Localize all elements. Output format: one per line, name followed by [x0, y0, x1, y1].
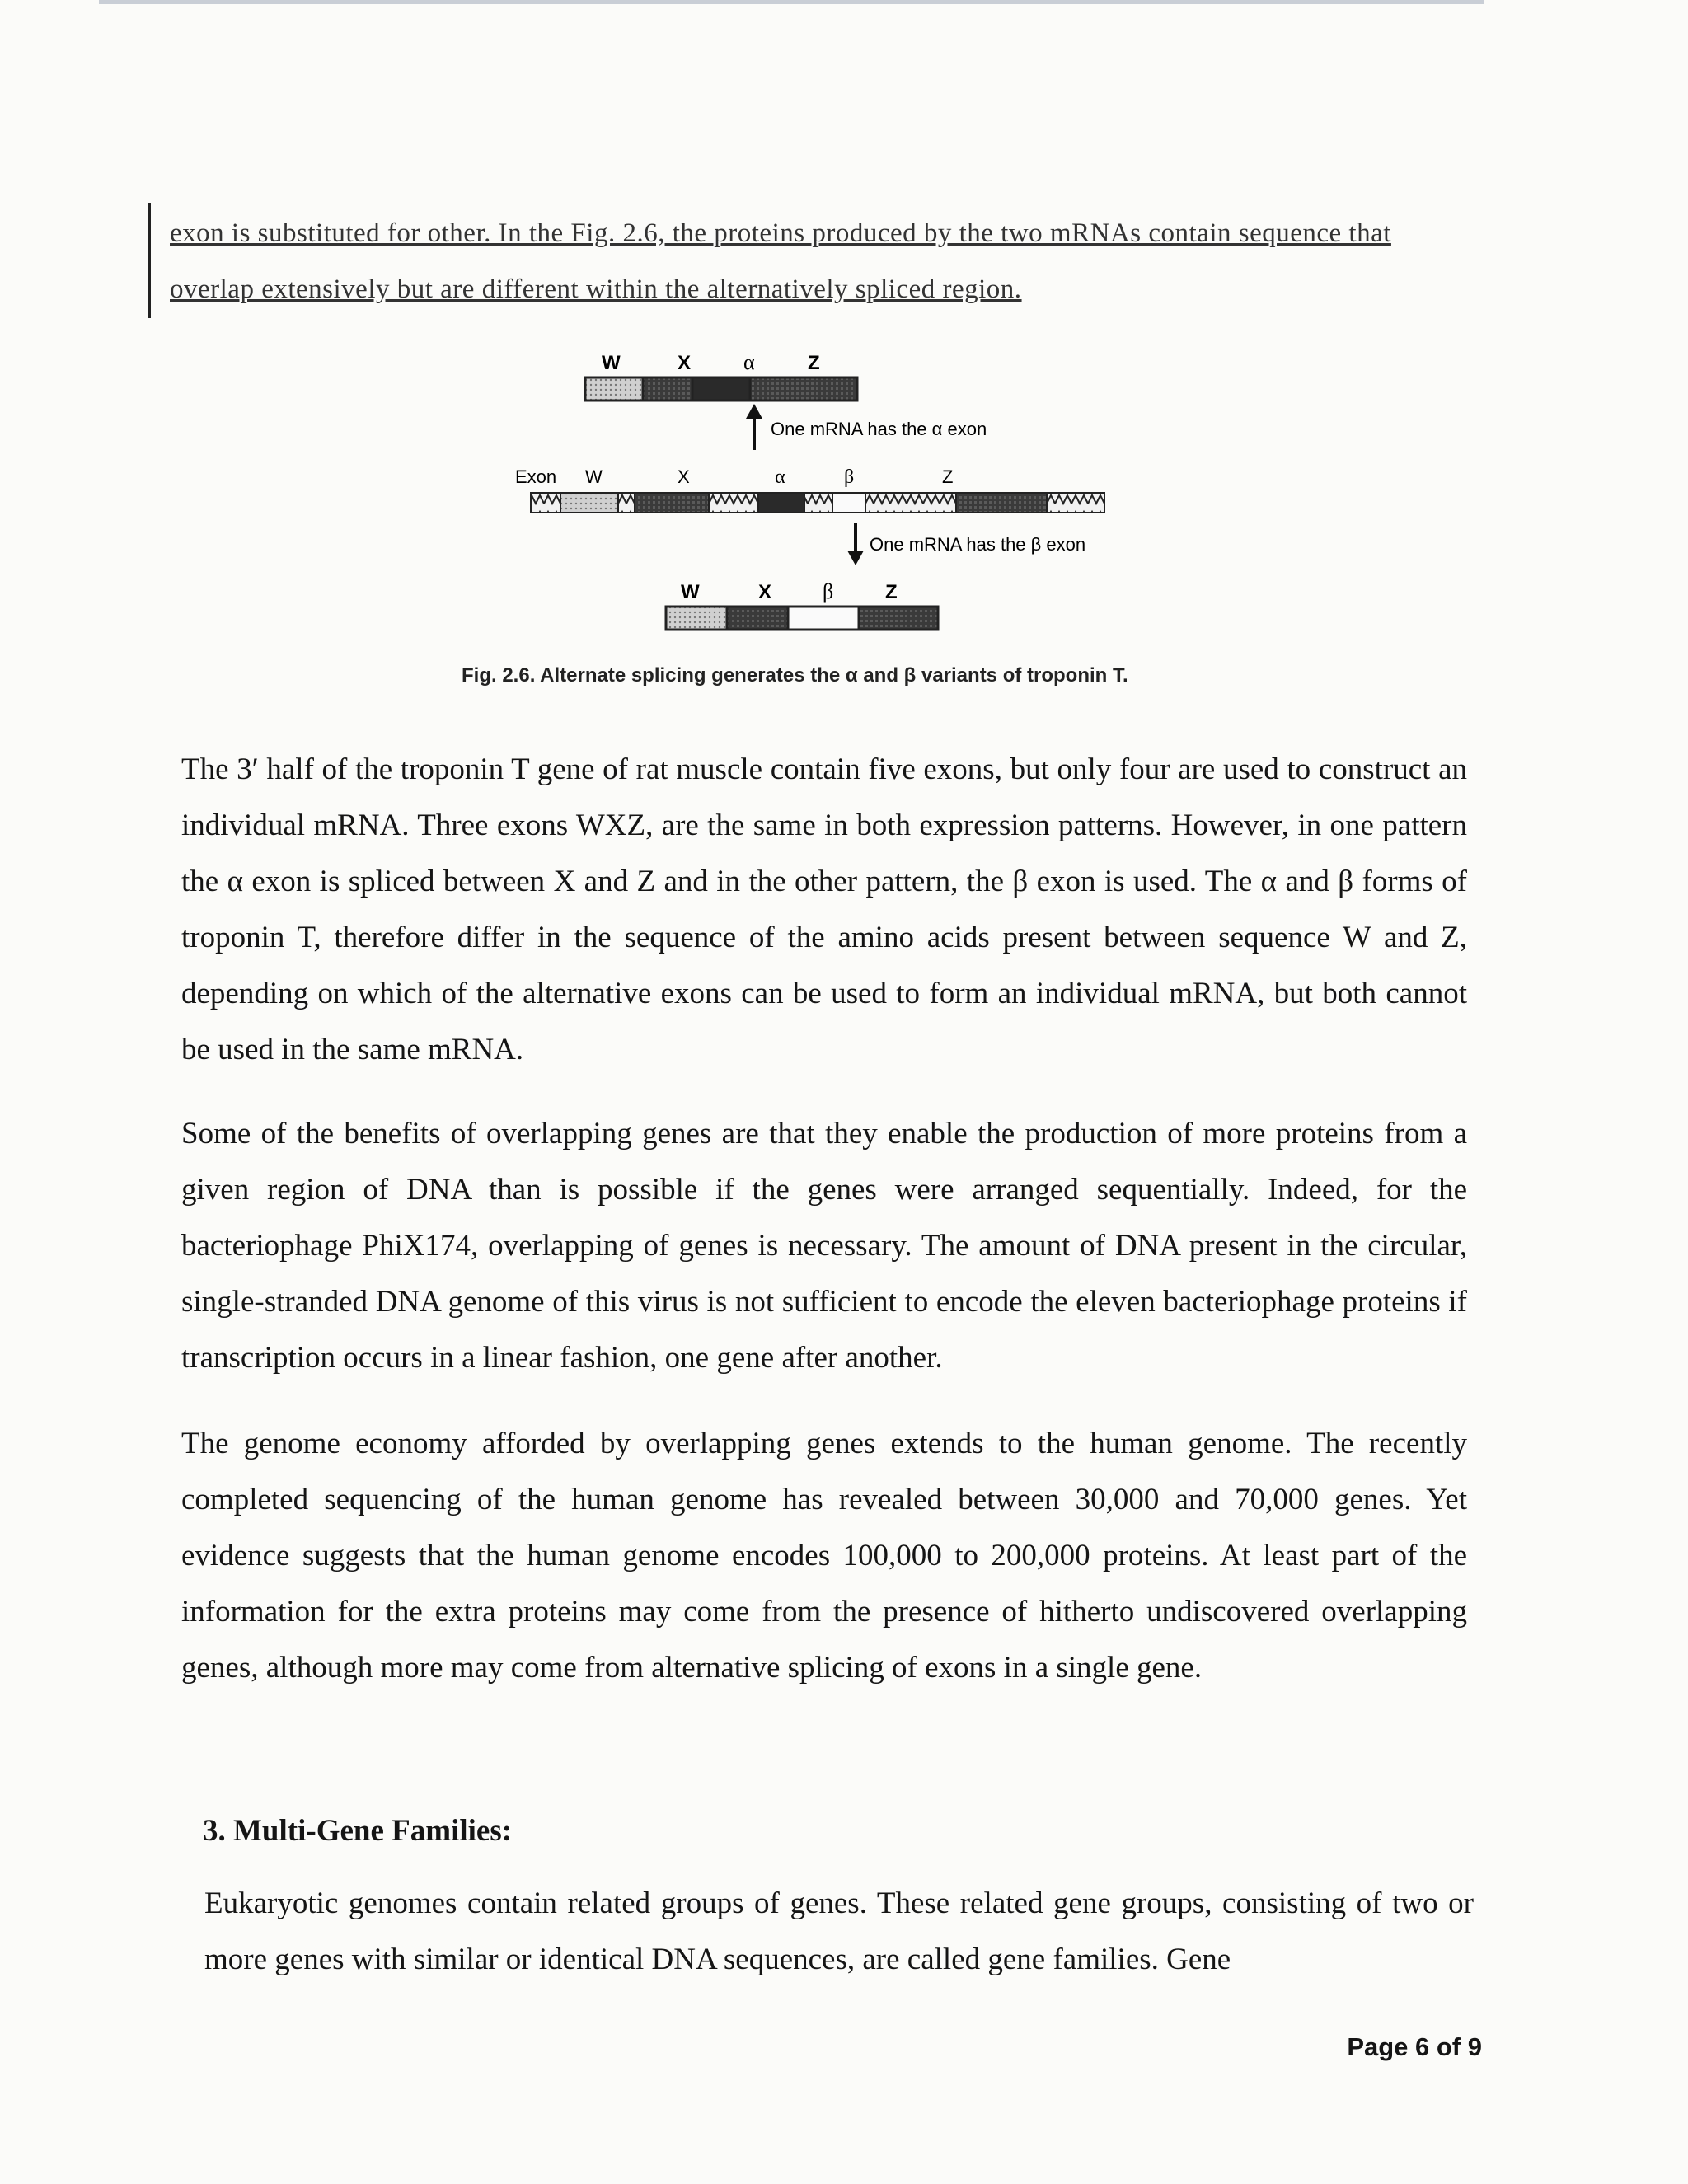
middle-label-beta: β: [844, 466, 855, 488]
splicing-figure: [495, 343, 1236, 705]
gene-with-alternate-exons: [531, 493, 1104, 513]
mrna-alpha-variant: [585, 377, 857, 401]
paragraph-benefits: Some of the benefits of overlapping genes are that they enable the production of more proteins from a given region of DNA than is possible if the genes were arranged sequentially. Indeed, for the bacteriophage PhiX174, overlapping of genes is necessary. The amount of DNA present in the circular, single-stranded DNA genome of this virus is not sufficient to encode the eleven bacteriophage proteins if transcription occurs in a linear fashion, one gene after another.: [181, 1117, 1467, 1375]
top-label-x: X: [678, 352, 692, 374]
arrow-down-label: One mRNA has the β exon: [870, 534, 1086, 555]
top-label-w: W: [602, 352, 621, 374]
middle-label-x: X: [678, 466, 690, 487]
mrna-beta-variant: [666, 607, 938, 630]
middle-label-z: Z: [942, 466, 954, 487]
arrow-up-label: One mRNA has the α exon: [771, 419, 987, 439]
bottom-label-w: W: [681, 581, 700, 603]
arrow-up-icon: [746, 404, 762, 450]
bottom-label-z: Z: [885, 581, 898, 603]
scan-edge-line: [99, 0, 1484, 4]
middle-label-alpha: α: [775, 466, 785, 488]
bottom-label-x: X: [758, 581, 772, 603]
paragraph-genome-economy: The genome economy afforded by overlapping genes extends to the human genome. The recently completed sequencing of the human genome has revealed between 30,000 and 70,000 genes. Yet evidence suggests that the human genome encodes 100,000 to 200,000 proteins. At least part of the information for the extra proteins may come from the presence of hitherto undiscovered overlapping genes, although more may come from alternative splicing of exons in a single gene.: [181, 1427, 1467, 1685]
section-heading: 3. Multi-Gene Families:: [203, 1814, 513, 1848]
exon-label: Exon: [515, 466, 557, 487]
top-paragraph: exon is substituted for other. In the Fig. 2.6, the proteins produced by the two mRNAs contain sequence that overlap extensively but are different within the alternatively spliced region.: [170, 218, 1391, 304]
margin-revision-bar: [148, 203, 151, 318]
figure-caption: Fig. 2.6. Alternate splicing generates the α and β variants of troponin T.: [462, 664, 1128, 687]
bottom-label-beta: β: [823, 579, 834, 603]
middle-label-w: W: [585, 466, 603, 487]
top-label-alpha: α: [743, 350, 755, 374]
paragraph-troponin: The 3′ half of the troponin T gene of rat muscle contain five exons, but only four are used to construct an individual mRNA. Three exons WXZ, are the same in both expression patterns. However, in one pattern the α exon is spliced between X and Z and in the other pattern, the β exon is used. The α and β forms of troponin T, therefore differ in the sequence of the amino acids present between sequence W and Z, depending on which of the alternative exons can be used to form an individual mRNA, but both cannot be used in the same mRNA.: [181, 752, 1467, 1066]
paragraph-gene-families: Eukaryotic genomes contain related groups of genes. These related gene groups, consisting of two or more genes with similar or identical DNA sequences, are called gene families. Gene: [204, 1886, 1474, 1976]
top-label-z: Z: [808, 352, 820, 374]
page-number: Page 6 of 9: [1347, 2032, 1482, 2061]
arrow-down-icon: [847, 523, 864, 565]
